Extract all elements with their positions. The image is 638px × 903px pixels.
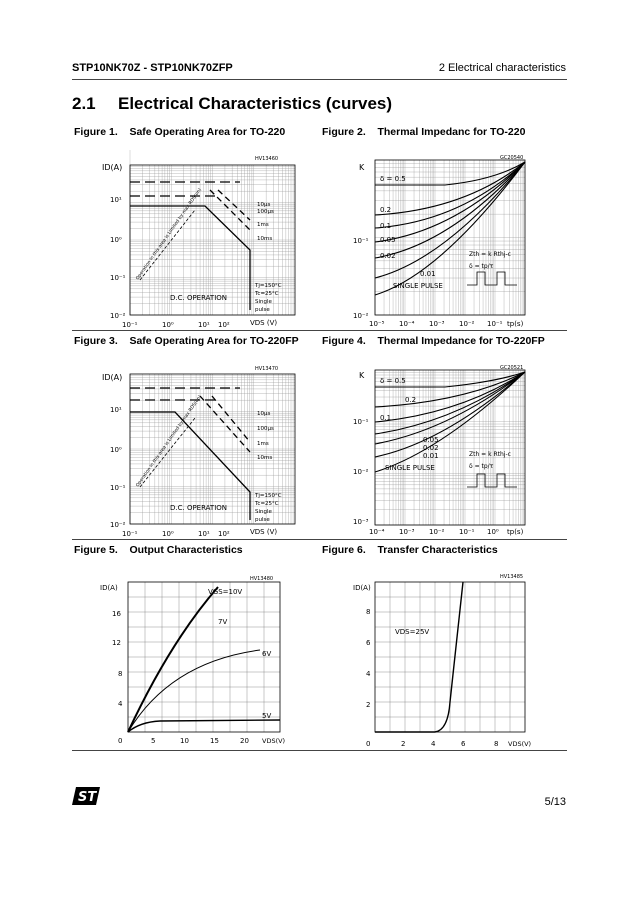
curve-label: 0.2 <box>380 206 392 214</box>
figure-2-caption: Figure 2. Thermal Impedanc for TO-220 <box>322 126 526 138</box>
pulse-note: 100μs <box>257 209 274 215</box>
cond-label: pulse <box>255 307 270 313</box>
xtick: 15 <box>210 737 219 745</box>
page-number: 5/13 <box>544 796 566 808</box>
curve-label: 0.2 <box>405 396 417 404</box>
xtick: 10¹ <box>198 530 210 537</box>
figure-1-chart <box>100 150 300 330</box>
ytick: 10⁻¹ <box>353 418 369 426</box>
rds-note: Operation in this area is Limited by max RDS(on) <box>135 187 203 282</box>
curve-label: 7V <box>218 618 228 626</box>
curve-label: 0.01 <box>423 452 439 460</box>
curve-label: 5V <box>262 712 272 720</box>
figure-2-chart <box>345 150 545 330</box>
dc-label: D.C. OPERATION <box>170 294 228 302</box>
curve-label: SINGLE PULSE <box>385 464 435 472</box>
xtick: 0 <box>366 740 371 748</box>
xtick: 10⁻¹ <box>122 530 138 537</box>
x-axis-label: VDS (V) <box>250 319 278 327</box>
row-rule-3 <box>72 750 567 751</box>
curve-label: 0.02 <box>380 252 396 260</box>
ytick: 10¹ <box>110 406 122 414</box>
formula: δ = tp/τ <box>469 263 494 270</box>
pulse-note: 1ms <box>257 222 269 228</box>
xtick: 10⁻¹ <box>122 321 138 329</box>
xtick: 2 <box>401 740 406 748</box>
ytick: 10⁻¹ <box>110 274 126 282</box>
ytick: 10⁰ <box>110 236 122 244</box>
figure-5-caption: Figure 5. Output Characteristics <box>74 544 243 556</box>
xtick: 5 <box>151 737 156 745</box>
section-title: Electrical Characteristics (curves) <box>118 94 393 113</box>
ytick: 6 <box>366 639 371 647</box>
figure-1-caption: Figure 1. Safe Operating Area for TO-220 <box>74 126 286 138</box>
xtick: 10⁻¹ <box>459 528 475 536</box>
curve-label: 0.01 <box>420 270 436 278</box>
cond-label: Single <box>255 509 272 515</box>
x-axis-label: VDS(V) <box>508 740 532 748</box>
curve-label: SINGLE PULSE <box>393 282 443 290</box>
st-logo <box>72 787 100 810</box>
xtick: 10⁻⁴ <box>369 528 385 536</box>
xtick: 10⁻⁴ <box>399 320 415 328</box>
y-axis-label: ID(A) <box>102 373 123 382</box>
code-label: GC20521 <box>500 365 524 371</box>
xtick: 10⁻² <box>429 528 445 536</box>
rds-note: Operation in this area is Limited by max RDS(on) <box>135 394 203 489</box>
xtick: 8 <box>494 740 499 748</box>
curve-label: 0.05 <box>423 436 439 444</box>
cond-label: Tc=25°C <box>255 501 279 507</box>
code-label: HV13485 <box>500 574 524 580</box>
xtick: 10⁻³ <box>429 320 445 328</box>
pulse-note: 10ms <box>257 236 273 242</box>
ytick: 10⁻¹ <box>353 237 369 245</box>
ytick: 12 <box>112 639 121 647</box>
curve-label: 6V <box>262 650 272 658</box>
cond-label: Tc=25°C <box>255 291 279 297</box>
ytick: 10⁻² <box>110 312 126 320</box>
figure-6-chart <box>350 572 545 750</box>
ytick: 2 <box>366 701 371 709</box>
pulse-note: 1ms <box>257 441 269 447</box>
x-axis-label: tp(s) <box>507 320 524 328</box>
section-number: 2.1 <box>72 94 96 113</box>
code-label: HV13470 <box>255 366 279 372</box>
ytick: 8 <box>118 670 123 678</box>
curve-label: 0.1 <box>380 222 392 230</box>
ytick: 10⁻² <box>353 312 369 320</box>
pulse-note: 10μs <box>257 202 271 208</box>
y-axis-label: ID(A) <box>102 163 123 172</box>
ytick: 4 <box>366 670 371 678</box>
formula: δ = tp/τ <box>469 463 494 470</box>
curve-label: 0.1 <box>380 414 392 422</box>
row-rule-2 <box>72 539 567 540</box>
ytick: 10¹ <box>110 196 122 204</box>
ytick: 8 <box>366 608 371 616</box>
xtick: 10⁻⁵ <box>369 320 385 328</box>
xtick: 10⁻² <box>459 320 475 328</box>
curve-label: δ = 0.5 <box>380 175 406 183</box>
y-axis-label: ID(A) <box>100 584 118 592</box>
svg-text:ST: ST <box>78 790 97 805</box>
dc-label: D.C. OPERATION <box>170 504 228 512</box>
ytick: 10⁻¹ <box>110 484 126 492</box>
ytick: 10⁻³ <box>353 518 369 526</box>
xtick: 0 <box>118 737 123 745</box>
cond-label: Single <box>255 299 272 305</box>
pulse-note: 100μs <box>257 426 274 432</box>
curve-label: δ = 0.5 <box>380 377 406 385</box>
xtick: 10⁰ <box>487 528 499 536</box>
pulse-note: 10μs <box>257 411 271 417</box>
xtick: 10⁰ <box>162 530 174 537</box>
cond-label: Tj=150°C <box>255 493 282 499</box>
xtick: 10⁻³ <box>399 528 415 536</box>
code-label: HV13460 <box>255 156 279 162</box>
y-axis-label: K <box>359 371 365 380</box>
code-label: GC20540 <box>500 155 524 161</box>
ytick: 16 <box>112 610 121 618</box>
ytick: 4 <box>118 700 123 708</box>
header-rule <box>72 79 567 80</box>
pulse-note: 10ms <box>257 455 273 461</box>
x-axis-label: VDS(V) <box>262 737 286 745</box>
row-rule-1 <box>72 330 567 331</box>
figure-6-caption: Figure 6. Transfer Characteristics <box>322 544 498 556</box>
ytick: 10⁰ <box>110 446 122 454</box>
doc-title: STP10NK70Z - STP10NK70ZFP <box>72 62 233 74</box>
cond-label: pulse <box>255 517 270 523</box>
figure-4-caption: Figure 4. Thermal Impedance for TO-220FP <box>322 335 545 347</box>
figure-5-chart <box>100 572 300 750</box>
xtick: 10 <box>180 737 189 745</box>
figure-3-chart <box>100 362 300 537</box>
y-axis-label: K <box>359 163 365 172</box>
xtick: 6 <box>461 740 466 748</box>
formula: Zth = k Rthj-c <box>469 251 511 258</box>
xtick: 10¹ <box>198 321 210 329</box>
x-axis-label: tp(s) <box>507 528 524 536</box>
vds-label: VDS=25V <box>395 628 430 636</box>
xtick: 10⁻¹ <box>487 320 503 328</box>
y-axis-label: ID(A) <box>353 584 371 592</box>
curve-label: 0.05 <box>380 236 396 244</box>
xtick: 10² <box>218 530 230 537</box>
ytick: 10⁻² <box>353 468 369 476</box>
xtick: 10² <box>218 321 230 329</box>
formula: Zth = k Rthj-c <box>469 451 511 458</box>
xtick: 4 <box>431 740 436 748</box>
figure-4-chart <box>345 362 545 537</box>
curve-label: 0.02 <box>423 444 439 452</box>
vgs-label: VGS=10V <box>208 588 243 596</box>
figure-3-caption: Figure 3. Safe Operating Area for TO-220FP <box>74 335 299 347</box>
xtick: 20 <box>240 737 249 745</box>
x-axis-label: VDS (V) <box>250 528 278 536</box>
xtick: 10⁰ <box>162 321 174 329</box>
cond-label: Tj=150°C <box>255 283 282 289</box>
ytick: 10⁻² <box>110 521 126 529</box>
chapter-title: 2 Electrical characteristics <box>438 62 566 74</box>
code-label: HV13480 <box>250 576 274 582</box>
